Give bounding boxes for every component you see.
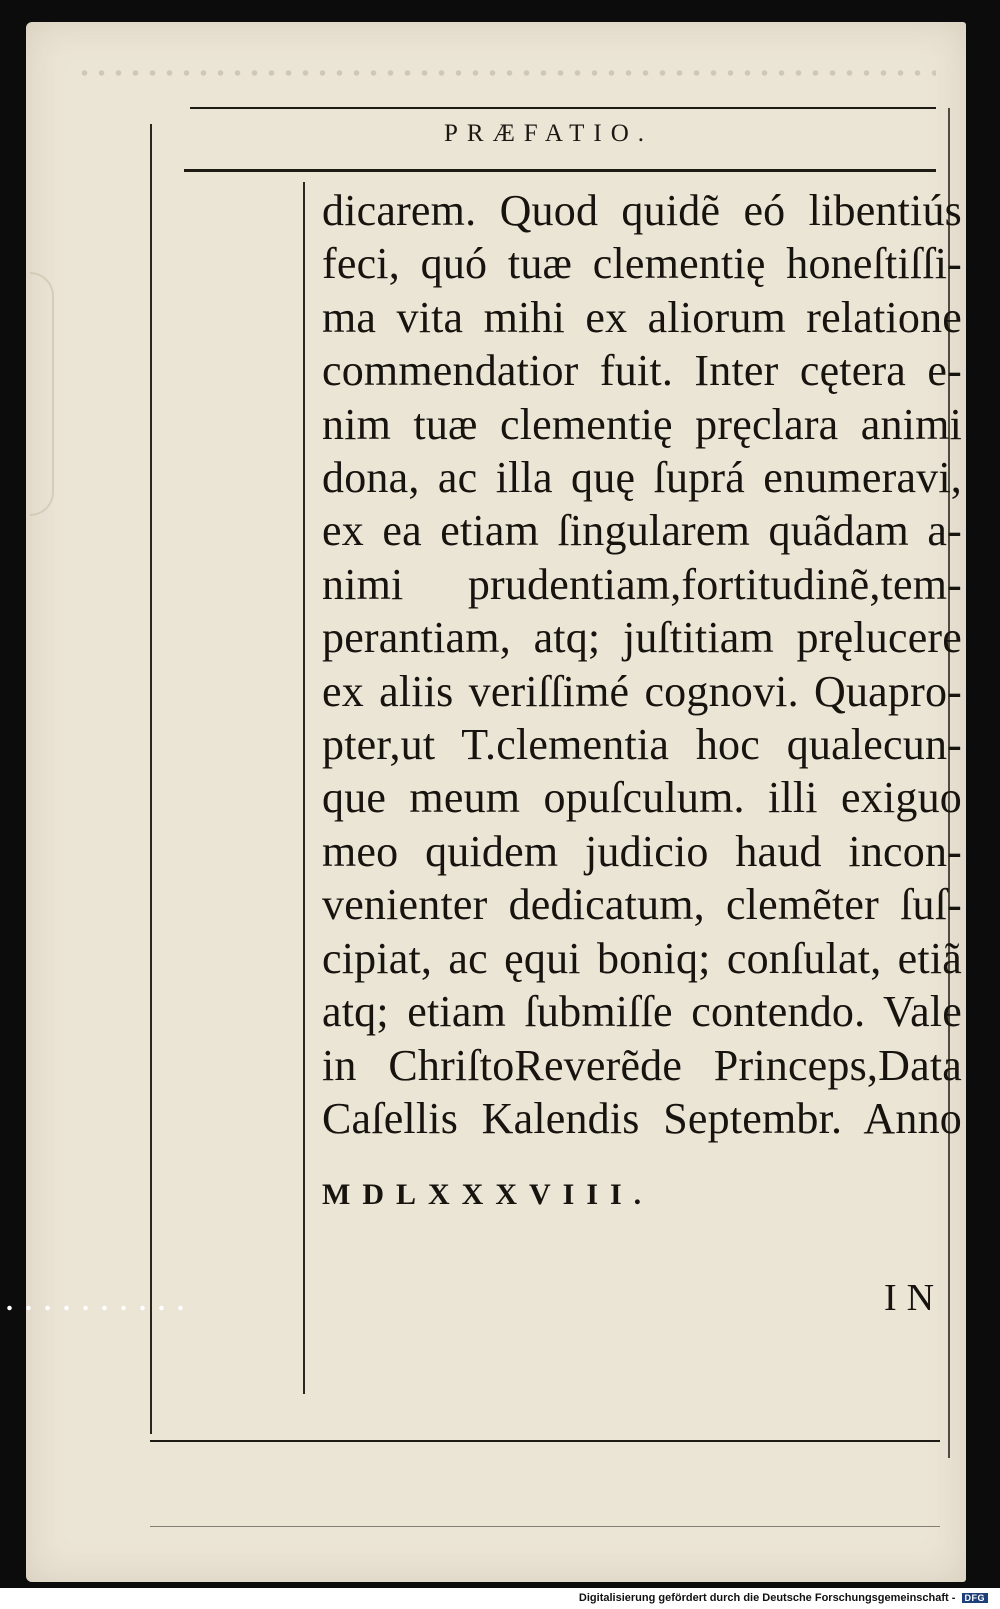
text-line: cipiat, ac ęqui boniq; conſulat, etiã [322, 933, 962, 983]
text-line: in ChriſtoReverẽde Princeps,Data [322, 1040, 962, 1090]
text-line: ex ea etiam ſingularem quãdam a- [322, 506, 962, 556]
top-rule-lower [184, 169, 936, 172]
date-line: MDLXXXVIII. [322, 1178, 654, 1211]
digitization-credit [579, 1592, 988, 1604]
body-text [322, 184, 962, 1145]
bottom-rule-shadow [150, 1526, 940, 1527]
text-line: nimi prudentiam,fortitudinẽ,tem- [322, 559, 962, 609]
credit-text: Digitalisierung gefördert durch die Deutsche Forschungsgemeinschaft - [578, 1592, 956, 1604]
text-line: meo quidem judicio haud incon- [322, 826, 962, 876]
running-head: PRÆFATIO. [444, 120, 654, 147]
text-line: dona, ac illa quę ſuprá enumeravi, [322, 453, 962, 503]
bleed-through-ornament [76, 68, 936, 78]
text-line: perantiam, atq; juſtitiam pręlucere [322, 613, 962, 663]
top-rule-upper [190, 107, 936, 109]
left-frame-rule [150, 124, 152, 1434]
text-line: nim tuæ clementię pręclara animi [322, 399, 962, 449]
text-line: Caſellis Kalendis Septembr. Anno [322, 1093, 962, 1143]
bottom-rule [150, 1440, 940, 1442]
text-line: ex aliis veriſſimé cognovi. Quapro- [322, 666, 962, 716]
text-line: commendatior fuit. Inter cętera e- [322, 346, 962, 396]
catchword: IN [884, 1277, 945, 1319]
text-line: que meum opuſculum. illi exiguo [322, 773, 962, 823]
page-edge-curl [30, 272, 54, 516]
text-line: pter,ut T.clementia hoc qualecun- [322, 720, 962, 770]
text-line: feci, quó tuæ clementię honeſtiſſi- [322, 239, 962, 289]
text-line: dicarem. Quod quidẽ eó libentiús [322, 186, 962, 235]
bleed-through-dots [0, 1304, 190, 1312]
text-line: ma vita mihi ex aliorum relatione [322, 292, 962, 342]
text-line: venienter dedicatum, clemẽter ſuſ- [322, 880, 962, 930]
text-line: atq; etiam ſubmiſſe contendo. Vale [322, 987, 962, 1037]
dfg-logo: DFG [962, 1593, 989, 1603]
column-rule [303, 182, 305, 1394]
